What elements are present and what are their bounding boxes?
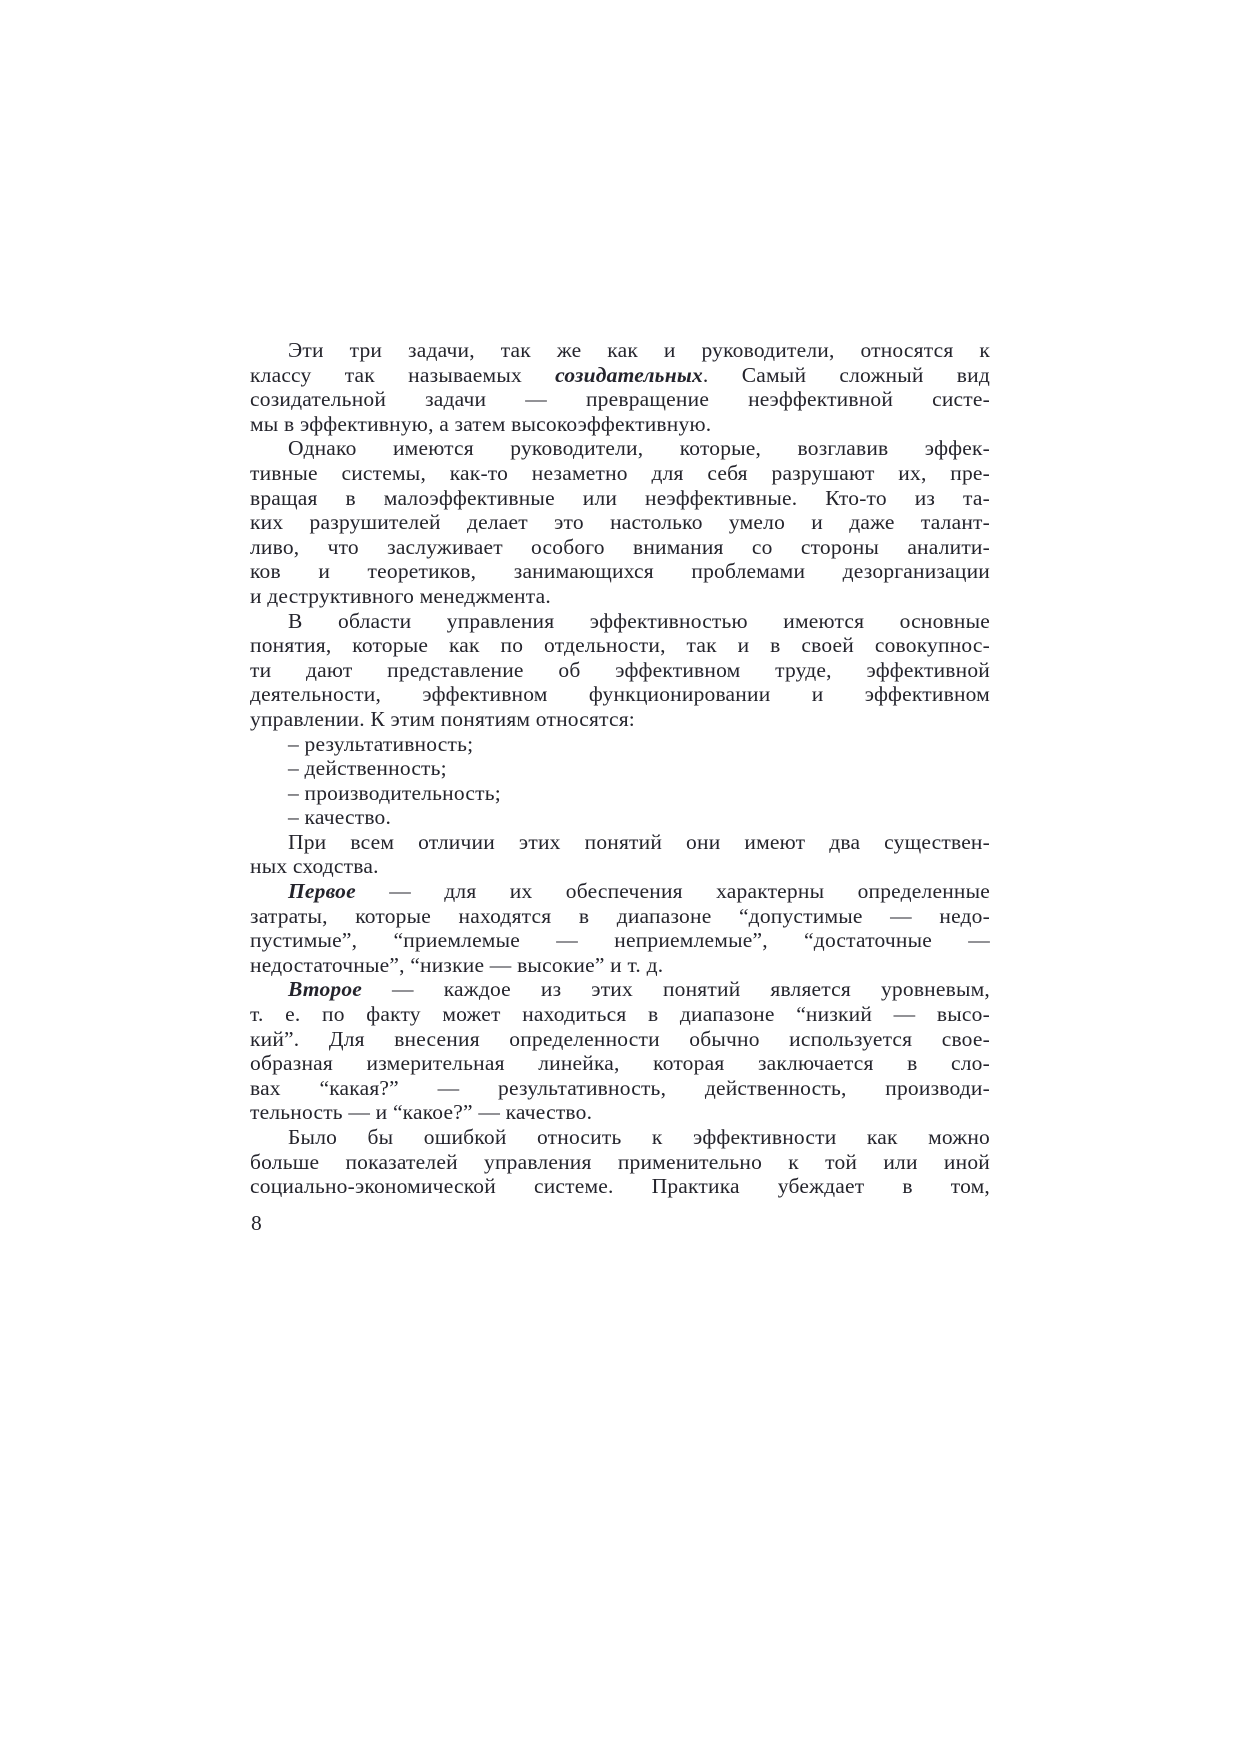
text-line — [250, 559, 990, 584]
text-line — [250, 461, 990, 486]
text-segment: – производительность; — [288, 780, 501, 805]
text-line — [250, 707, 990, 732]
text-segment: Было бы ошибкой относить к эффективности как можно — [288, 1125, 990, 1149]
text-segment: понятия, которые как по отдельности, так и в своей совокупнос- — [250, 633, 990, 658]
text-segment: В области управления эффективностью имеются основные — [288, 608, 990, 633]
text-segment: т. е. по факту может находиться в диапазоне “низкий — высо- — [250, 1002, 990, 1027]
text-line — [250, 928, 990, 953]
text-segment: классу так называемых — [250, 362, 556, 387]
text-line — [250, 535, 990, 560]
text-segment: ти дают представление об эффективном труде, эффективной — [250, 657, 990, 682]
text-line — [250, 830, 990, 855]
text-line — [250, 584, 990, 609]
text-segment: Однако имеются руководители, которые, возглавив эффек- — [288, 436, 990, 461]
text-segment: социально-экономической системе. Практика убеждает в том, — [250, 1174, 990, 1199]
text-line — [250, 756, 990, 781]
text-line — [250, 904, 990, 929]
text-segment: пустимые”, “приемлемые — неприемлемые”, “достаточные — — [250, 928, 990, 953]
text-segment: – действенность; — [288, 756, 447, 781]
text-segment: затраты, которые находятся в диапазоне “допустимые — недо- — [250, 903, 990, 928]
text-line — [250, 338, 990, 363]
text-segment: вращая в малоэффективные или неэффективные. Кто-то из та- — [250, 485, 990, 510]
emphasized-term: созидательных — [555, 362, 703, 387]
text-line — [250, 879, 990, 904]
body-text-block — [250, 338, 990, 1199]
text-segment: вах “какая?” — результативность, действенность, производи- — [250, 1075, 990, 1100]
text-segment: мы в эффективную, а затем высокоэффективную. — [250, 411, 712, 436]
text-line — [250, 486, 990, 511]
text-line — [250, 1100, 990, 1125]
text-segment: тельность — и “какое?” — качество. — [250, 1100, 593, 1125]
text-line — [250, 436, 990, 461]
text-line — [250, 609, 990, 634]
text-segment: недостаточные”, “низкие — высокие” и т. д. — [250, 952, 664, 977]
text-line — [250, 633, 990, 658]
text-segment: . Самый сложный вид — [702, 362, 991, 387]
text-line — [250, 854, 990, 879]
text-segment: При всем отличии этих понятий они имеют два существен- — [288, 829, 990, 854]
text-segment: ных сходства. — [250, 854, 379, 879]
text-segment: больше показателей управления применительно к той или иной — [250, 1149, 990, 1174]
text-line — [250, 1002, 990, 1027]
text-segment: — каждое из этих понятий является уровневым, — [362, 977, 990, 1002]
text-line — [250, 977, 990, 1002]
text-segment: кий”. Для внесения определенности обычно используется свое- — [250, 1026, 990, 1051]
text-segment: тивные системы, как-то незаметно для себя разрушают их, пре- — [250, 460, 990, 485]
text-segment: деятельности, эффективном функционировании и эффективном — [250, 682, 990, 707]
text-line — [250, 658, 990, 683]
text-segment: – качество. — [288, 805, 392, 830]
text-line — [250, 1076, 990, 1101]
text-line — [250, 510, 990, 535]
text-segment: управлении. К этим понятиям относятся: — [250, 706, 635, 731]
text-segment: ких разрушителей делает это настолько умело и даже талант- — [250, 510, 990, 535]
text-line — [250, 1125, 990, 1150]
text-segment: созидательной задачи — превращение неэффективной систе- — [250, 387, 990, 412]
text-segment: – результативность; — [288, 731, 474, 756]
text-line — [250, 781, 990, 806]
text-segment: — для их обеспечения характерны определенные — [355, 879, 990, 904]
text-line — [250, 387, 990, 412]
text-line — [250, 732, 990, 757]
text-line — [250, 1150, 990, 1175]
text-segment: ков и теоретиков, занимающихся проблемами дезорганизации — [250, 559, 990, 584]
text-line — [250, 953, 990, 978]
text-line — [250, 1174, 990, 1199]
text-line — [250, 1027, 990, 1052]
text-line — [250, 1051, 990, 1076]
text-line — [250, 682, 990, 707]
emphasized-term: Первое — [288, 879, 356, 904]
text-segment: и деструктивного менеджмента. — [250, 583, 551, 608]
text-line — [250, 805, 990, 830]
text-line — [250, 363, 990, 388]
emphasized-term: Второе — [288, 977, 363, 1002]
text-segment: Эти три задачи, так же как и руководители, относятся к — [288, 338, 990, 362]
text-segment: ливо, что заслуживает особого внимания со стороны аналити- — [250, 534, 990, 559]
text-line — [250, 412, 990, 437]
text-segment: образная измерительная линейка, которая заключается в сло- — [250, 1051, 990, 1076]
page-number: 8 — [251, 1211, 262, 1235]
